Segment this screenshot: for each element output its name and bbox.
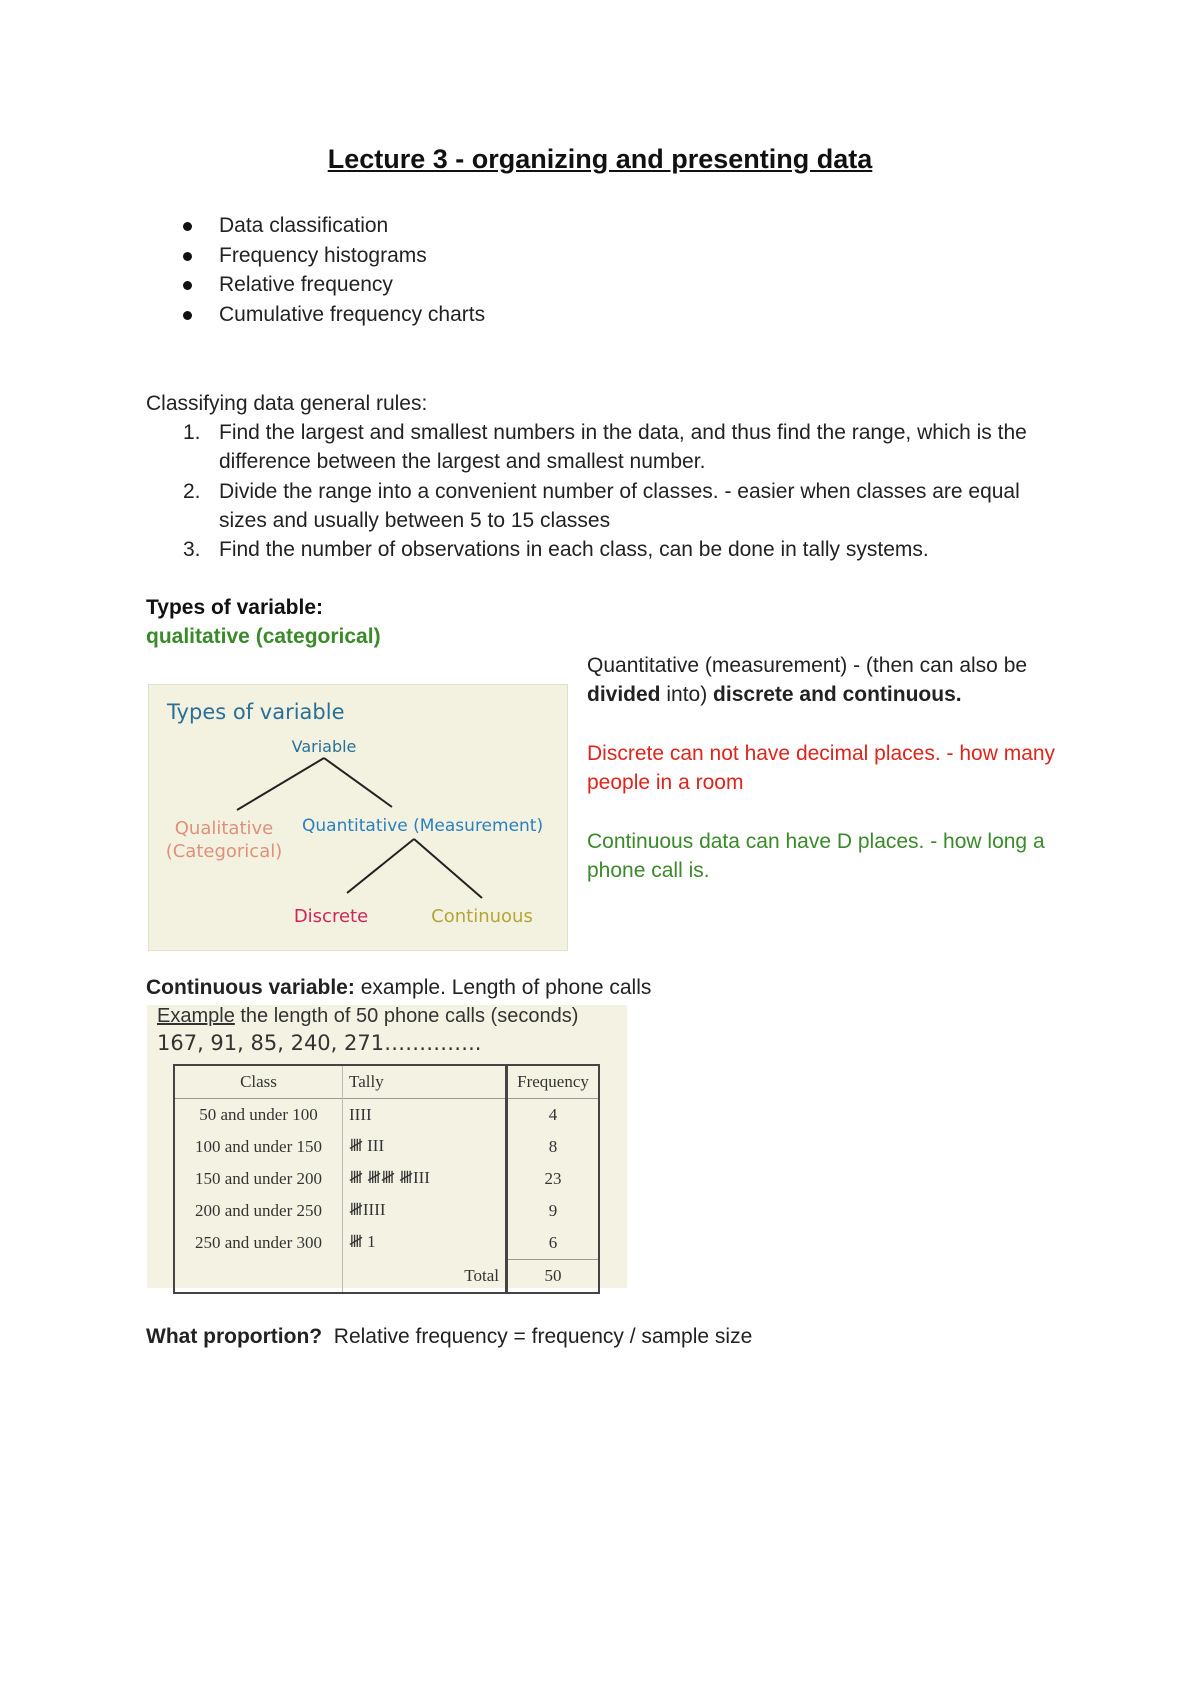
topic-list (183, 211, 485, 329)
branch-line (237, 758, 324, 810)
list-item: Data classification (183, 211, 485, 241)
list-item: Relative frequency (183, 270, 485, 300)
phone-call-table-image (147, 1005, 627, 1288)
bullet-icon (183, 311, 192, 320)
diagram-root: Variable (291, 737, 357, 756)
branch-line (347, 839, 414, 893)
list-item: Cumulative frequency charts (183, 300, 485, 330)
list-item: 3. Find the number of observations in each class, can be done in tally systems. (183, 538, 929, 562)
discrete-note: Discrete can not have decimal places. - how many people in a room (587, 741, 1056, 795)
table-row: 150 and under 200 𝍸 𝍸𝍸 𝍸III 23 (174, 1163, 599, 1195)
table-header-row: Class Tally Frequency (174, 1065, 599, 1099)
page-title: Lecture 3 - organizing and presenting data (327, 144, 873, 174)
diagram-quantitative: Quantitative (Measurement) (302, 816, 544, 836)
example-heading: Example the length of 50 phone calls (seconds) (157, 1005, 579, 1027)
qualitative-heading: qualitative (categorical) (146, 625, 381, 648)
diagram-title: Types of variable (167, 700, 345, 724)
list-item: Frequency histograms (183, 241, 485, 271)
types-heading: Types of variable: (146, 596, 324, 619)
variable-types-diagram (148, 684, 568, 951)
bullet-icon (183, 222, 192, 231)
diagram-categorical: (Categorical) (165, 841, 283, 862)
continuous-example-line: Continuous variable: example. Length of phone calls (146, 976, 652, 999)
table-row: 100 and under 150 𝍸 III 8 (174, 1131, 599, 1163)
diagram-discrete: Discrete (293, 906, 369, 927)
table-row: 250 and under 300 𝍸 1 6 (174, 1227, 599, 1260)
rules-heading: Classifying data general rules: (146, 392, 428, 415)
table-row: 50 and under 100 IIII 4 (174, 1099, 599, 1132)
variable-notes (587, 651, 1057, 915)
table-row: 200 and under 250 𝍸IIII 9 (174, 1195, 599, 1227)
frequency-table (173, 1064, 600, 1294)
branch-line (324, 758, 392, 807)
list-item: 2. Divide the range into a convenient number of classes. - easier when classes are equal sizes and usually between 5 to 15 classes (183, 479, 1020, 532)
list-item: 1. Find the largest and smallest numbers in the data, and thus find the range, which is the difference between the largest and smallest number. (183, 421, 1027, 474)
table-total-row: Total 50 (174, 1260, 599, 1294)
diagram-continuous: Continuous (431, 906, 533, 927)
diagram-qualitative: Qualitative (174, 818, 274, 839)
bullet-icon (183, 281, 192, 290)
branch-line (414, 839, 482, 898)
proportion-line: What proportion? Relative frequency = frequency / sample size (146, 1325, 753, 1348)
example-values: 167, 91, 85, 240, 271………….. (157, 1031, 482, 1055)
rules-list (183, 418, 1063, 564)
continuous-note: Continuous data can have D places. - how long a phone call is. (587, 829, 1045, 883)
quantitative-note: Quantitative (measurement) - (then can also be divided into) discrete and continuous. (587, 654, 1028, 707)
bullet-icon (183, 252, 192, 261)
